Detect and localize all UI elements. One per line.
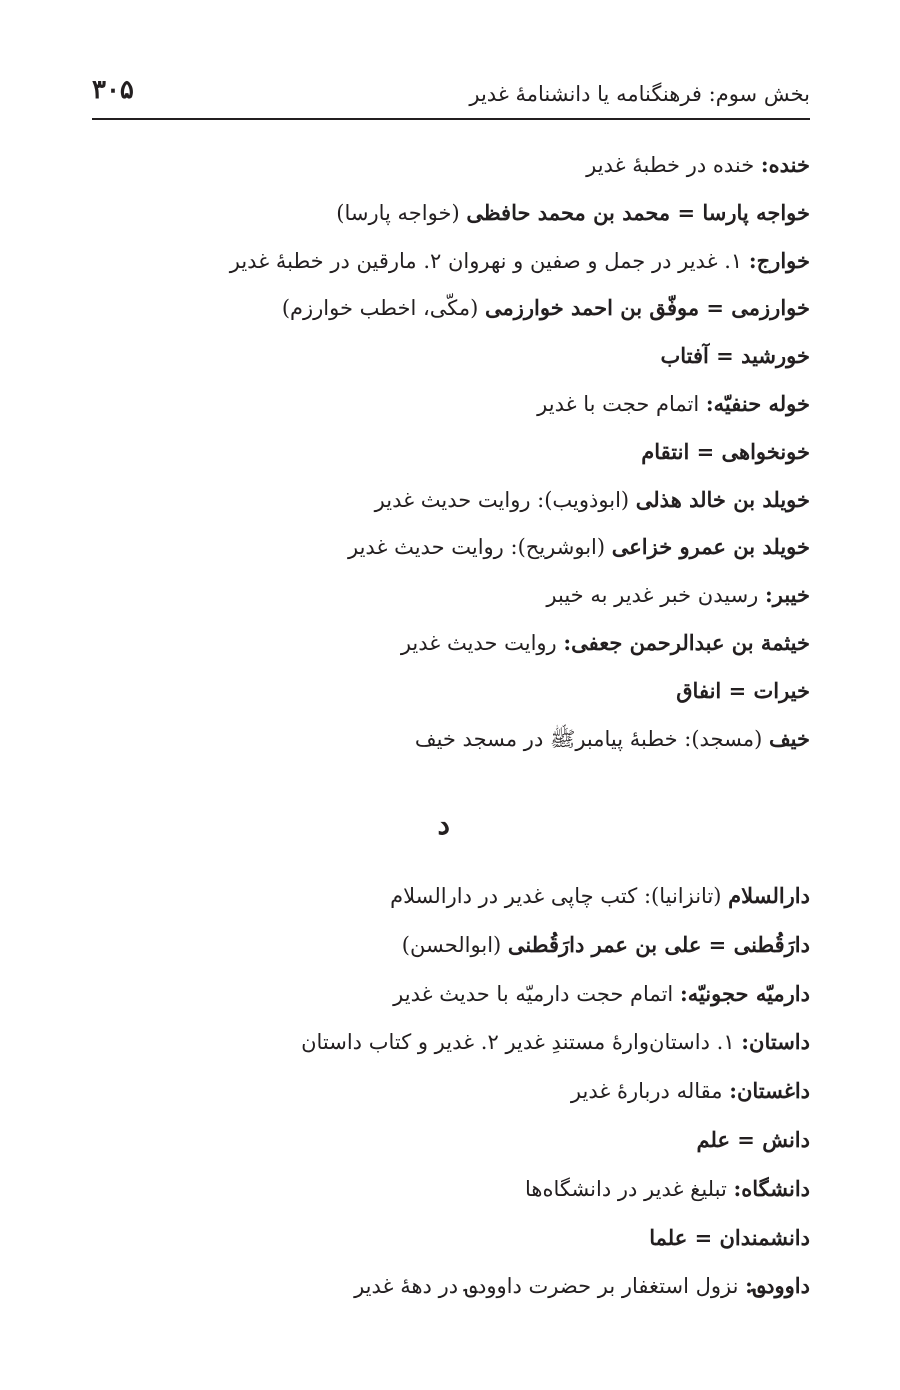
entry-text: (تانزانیا): کتب چاپی غدیر در دارالسلام bbox=[390, 884, 729, 908]
list-item bbox=[90, 925, 810, 974]
section-letter-heading: د bbox=[437, 808, 450, 841]
entry-text: ۱. داستان‌وارۀ مستندِ غدیر ۲. غدیر و کتاب داستان bbox=[301, 1030, 742, 1055]
entry-text: (ابوالحسن) bbox=[401, 932, 508, 957]
list-item bbox=[90, 719, 810, 767]
entry-headword: خوله حنفیّه: bbox=[705, 390, 810, 416]
list-item bbox=[90, 145, 810, 193]
entry-headword: خونخواهی = انتقام bbox=[641, 438, 810, 464]
list-item bbox=[90, 1218, 810, 1267]
list-item bbox=[90, 974, 810, 1023]
list-item bbox=[90, 1022, 810, 1071]
entry-headword: خوارزمی = موفّق بن احمد خوارزمی bbox=[484, 295, 810, 321]
list-item bbox=[90, 876, 810, 925]
list-item bbox=[90, 1266, 810, 1315]
entry-text: اتمام حجت با غدیر bbox=[537, 391, 706, 416]
entry-text: خنده در خطبۀ غدیر bbox=[586, 153, 761, 177]
list-item bbox=[90, 432, 810, 480]
entry-headword: دانش = علم bbox=[696, 1126, 810, 1152]
entry-text: رسیدن خبر غدیر به خیبر bbox=[546, 583, 765, 608]
entry-list-kh bbox=[90, 145, 810, 766]
entry-headword: خیثمة بن عبدالرحمن جعفی: bbox=[563, 629, 810, 655]
list-item bbox=[90, 1120, 810, 1169]
entry-text: (خواجه پارسا) bbox=[336, 200, 467, 225]
list-item bbox=[90, 336, 810, 384]
page-number: ۳۰۵ bbox=[92, 75, 134, 105]
entry-text: روایت حدیث غدیر bbox=[400, 630, 564, 655]
list-item bbox=[90, 241, 810, 289]
entry-text: اتمام حجت دارمیّه با حدیث غدیر bbox=[393, 981, 680, 1006]
entry-headword: دانشمندان = علما bbox=[649, 1224, 810, 1250]
entry-text: (ابوشریح): روایت حدیث غدیر bbox=[347, 535, 612, 560]
list-item bbox=[90, 1071, 810, 1120]
list-item bbox=[90, 193, 810, 241]
entry-headword: خواجه پارسا = محمد بن محمد حافظی bbox=[466, 199, 810, 225]
entry-headword: دارمیّه حجونیّه: bbox=[679, 980, 810, 1006]
entry-headword: خنده: bbox=[760, 152, 810, 177]
entry-text: نزول استغفار بر حضرت داوود؈ در دهۀ غدیر bbox=[354, 1274, 746, 1299]
entry-headword: خیرات = انفاق bbox=[676, 677, 810, 703]
entry-text: (مسجد): خطبۀ پیامبرﷺ در مسجد خیف bbox=[414, 726, 769, 751]
entry-text: تبلیغ غدیر در دانشگاه‌ها bbox=[524, 1176, 734, 1201]
running-title: بخش سوم: فرهنگنامه یا دانشنامۀ غدیر bbox=[469, 82, 810, 106]
list-item bbox=[90, 575, 810, 623]
entry-headword: دارالسلام bbox=[728, 883, 810, 908]
entry-headword: داغستان: bbox=[729, 1078, 810, 1104]
list-item bbox=[90, 671, 810, 719]
entry-headword: خویلد بن خالد هذلی bbox=[635, 486, 810, 512]
entry-text: (ابوذویب): روایت حدیث غدیر bbox=[374, 487, 636, 512]
entry-headword: خیف bbox=[768, 725, 810, 751]
entry-list-dal bbox=[90, 876, 810, 1315]
entry-headword: خورشید = آفتاب bbox=[660, 343, 810, 369]
entry-headword: خوارج: bbox=[748, 247, 810, 273]
entry-headword: داستان: bbox=[741, 1029, 810, 1055]
entry-headword: خویلد بن عمرو خزاعی bbox=[611, 534, 810, 560]
list-item bbox=[90, 288, 810, 336]
list-item bbox=[90, 480, 810, 528]
entry-headword: دارَقُطنی = علی بن عمر دارَقُطنی bbox=[507, 931, 810, 957]
entry-text: مقاله دربارۀ غدیر bbox=[570, 1079, 730, 1104]
page-header bbox=[92, 68, 810, 120]
list-item bbox=[90, 384, 810, 432]
entry-text: ۱. غدیر در جمل و صفین و نهروان ۲. مارقین در خطبۀ غدیر bbox=[229, 248, 749, 273]
list-item bbox=[90, 527, 810, 575]
entry-text: (مکّی، اخطب خوارزم) bbox=[281, 296, 485, 321]
entry-headword: دانشگاه: bbox=[733, 1175, 810, 1201]
entry-headword: خیبر: bbox=[765, 582, 810, 608]
list-item bbox=[90, 1169, 810, 1218]
entry-headword: داوود؈: bbox=[745, 1273, 810, 1299]
list-item bbox=[90, 623, 810, 671]
